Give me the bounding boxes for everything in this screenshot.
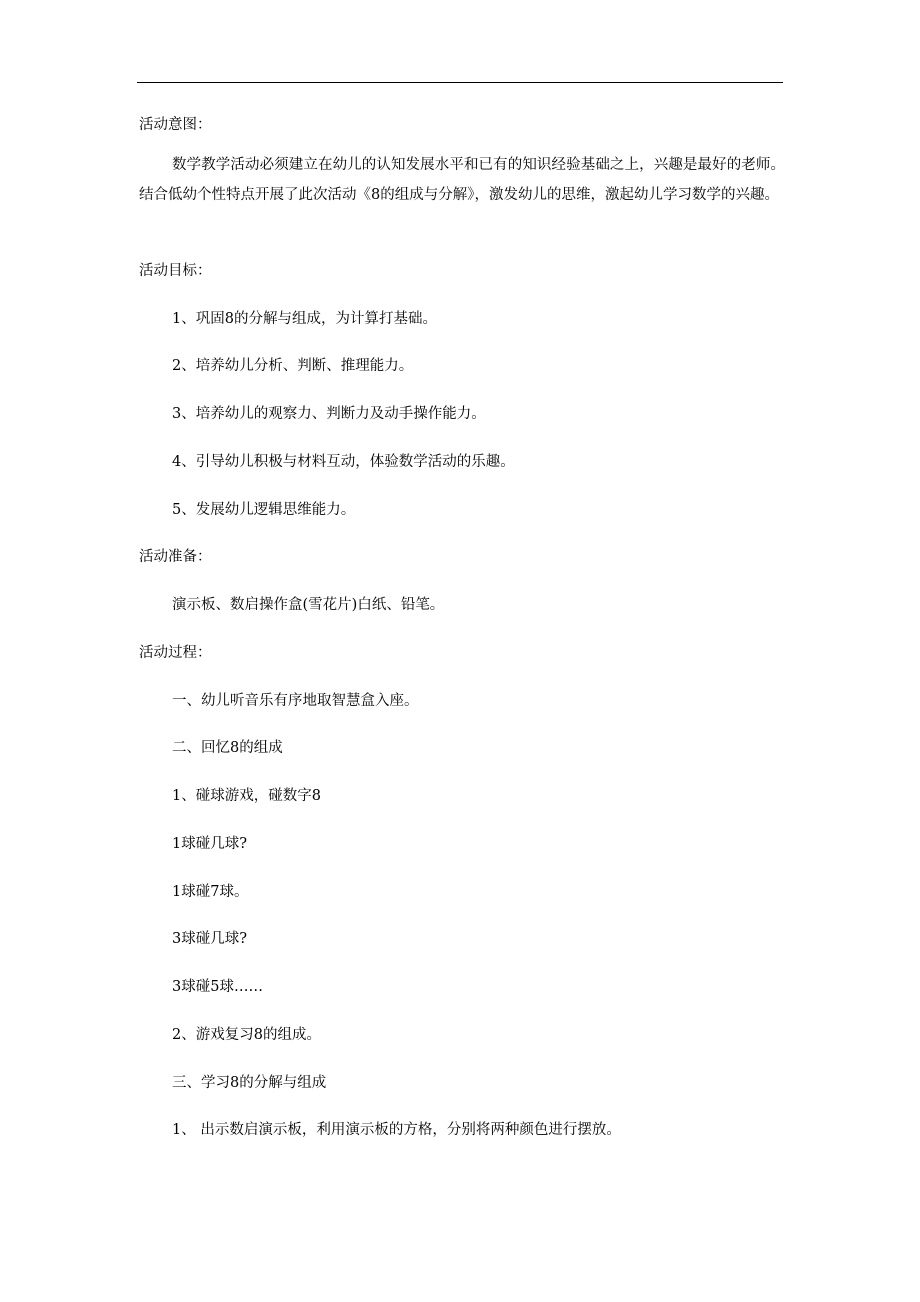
intent-paragraph: 数学教学活动必须建立在幼儿的认知发展水平和已有的知识经验基础之上，兴趣是最好的老师。结合低幼个性特点开展了此次活动《8的组成与分解》，激发幼儿的思维，激起幼儿学习数学的兴趣。	[139, 157, 785, 203]
process-item: 1球碰7球。	[172, 884, 249, 900]
process-heading: 活动过程：	[139, 645, 212, 661]
goal-item: 3、培养幼儿的观察力、判断力及动手操作能力。	[172, 406, 486, 422]
goal-item: 4、引导幼儿积极与材料互动，体验数学活动的乐趣。	[172, 454, 515, 470]
preparation-text: 演示板、数启操作盒(雪花片)白纸、铅笔。	[172, 597, 445, 613]
goal-item: 5、发展幼儿逻辑思维能力。	[172, 502, 356, 518]
process-item: 3球碰5球……	[172, 979, 263, 995]
process-item: 二、回忆8的组成	[172, 740, 283, 756]
process-item: 1、 出示数启演示板，利用演示板的方格，分别将两种颜色进行摆放。	[172, 1122, 621, 1138]
process-item: 1、碰球游戏，碰数字8	[172, 788, 321, 804]
process-item: 3球碰几球?	[172, 931, 247, 947]
process-item: 2、游戏复习8的组成。	[172, 1027, 321, 1043]
process-item: 1球碰几球?	[172, 836, 247, 852]
goal-item: 1、巩固8的分解与组成，为计算打基础。	[172, 311, 437, 327]
intent-heading: 活动意图：	[139, 117, 212, 133]
goal-item: 2、培养幼儿分析、判断、推理能力。	[172, 358, 414, 374]
process-item: 三、学习8的分解与组成	[172, 1075, 327, 1091]
preparation-heading: 活动准备：	[139, 549, 212, 565]
process-item: 一、幼儿听音乐有序地取智慧盒入座。	[172, 693, 419, 709]
goals-heading: 活动目标：	[139, 263, 212, 279]
header-rule	[137, 82, 783, 83]
